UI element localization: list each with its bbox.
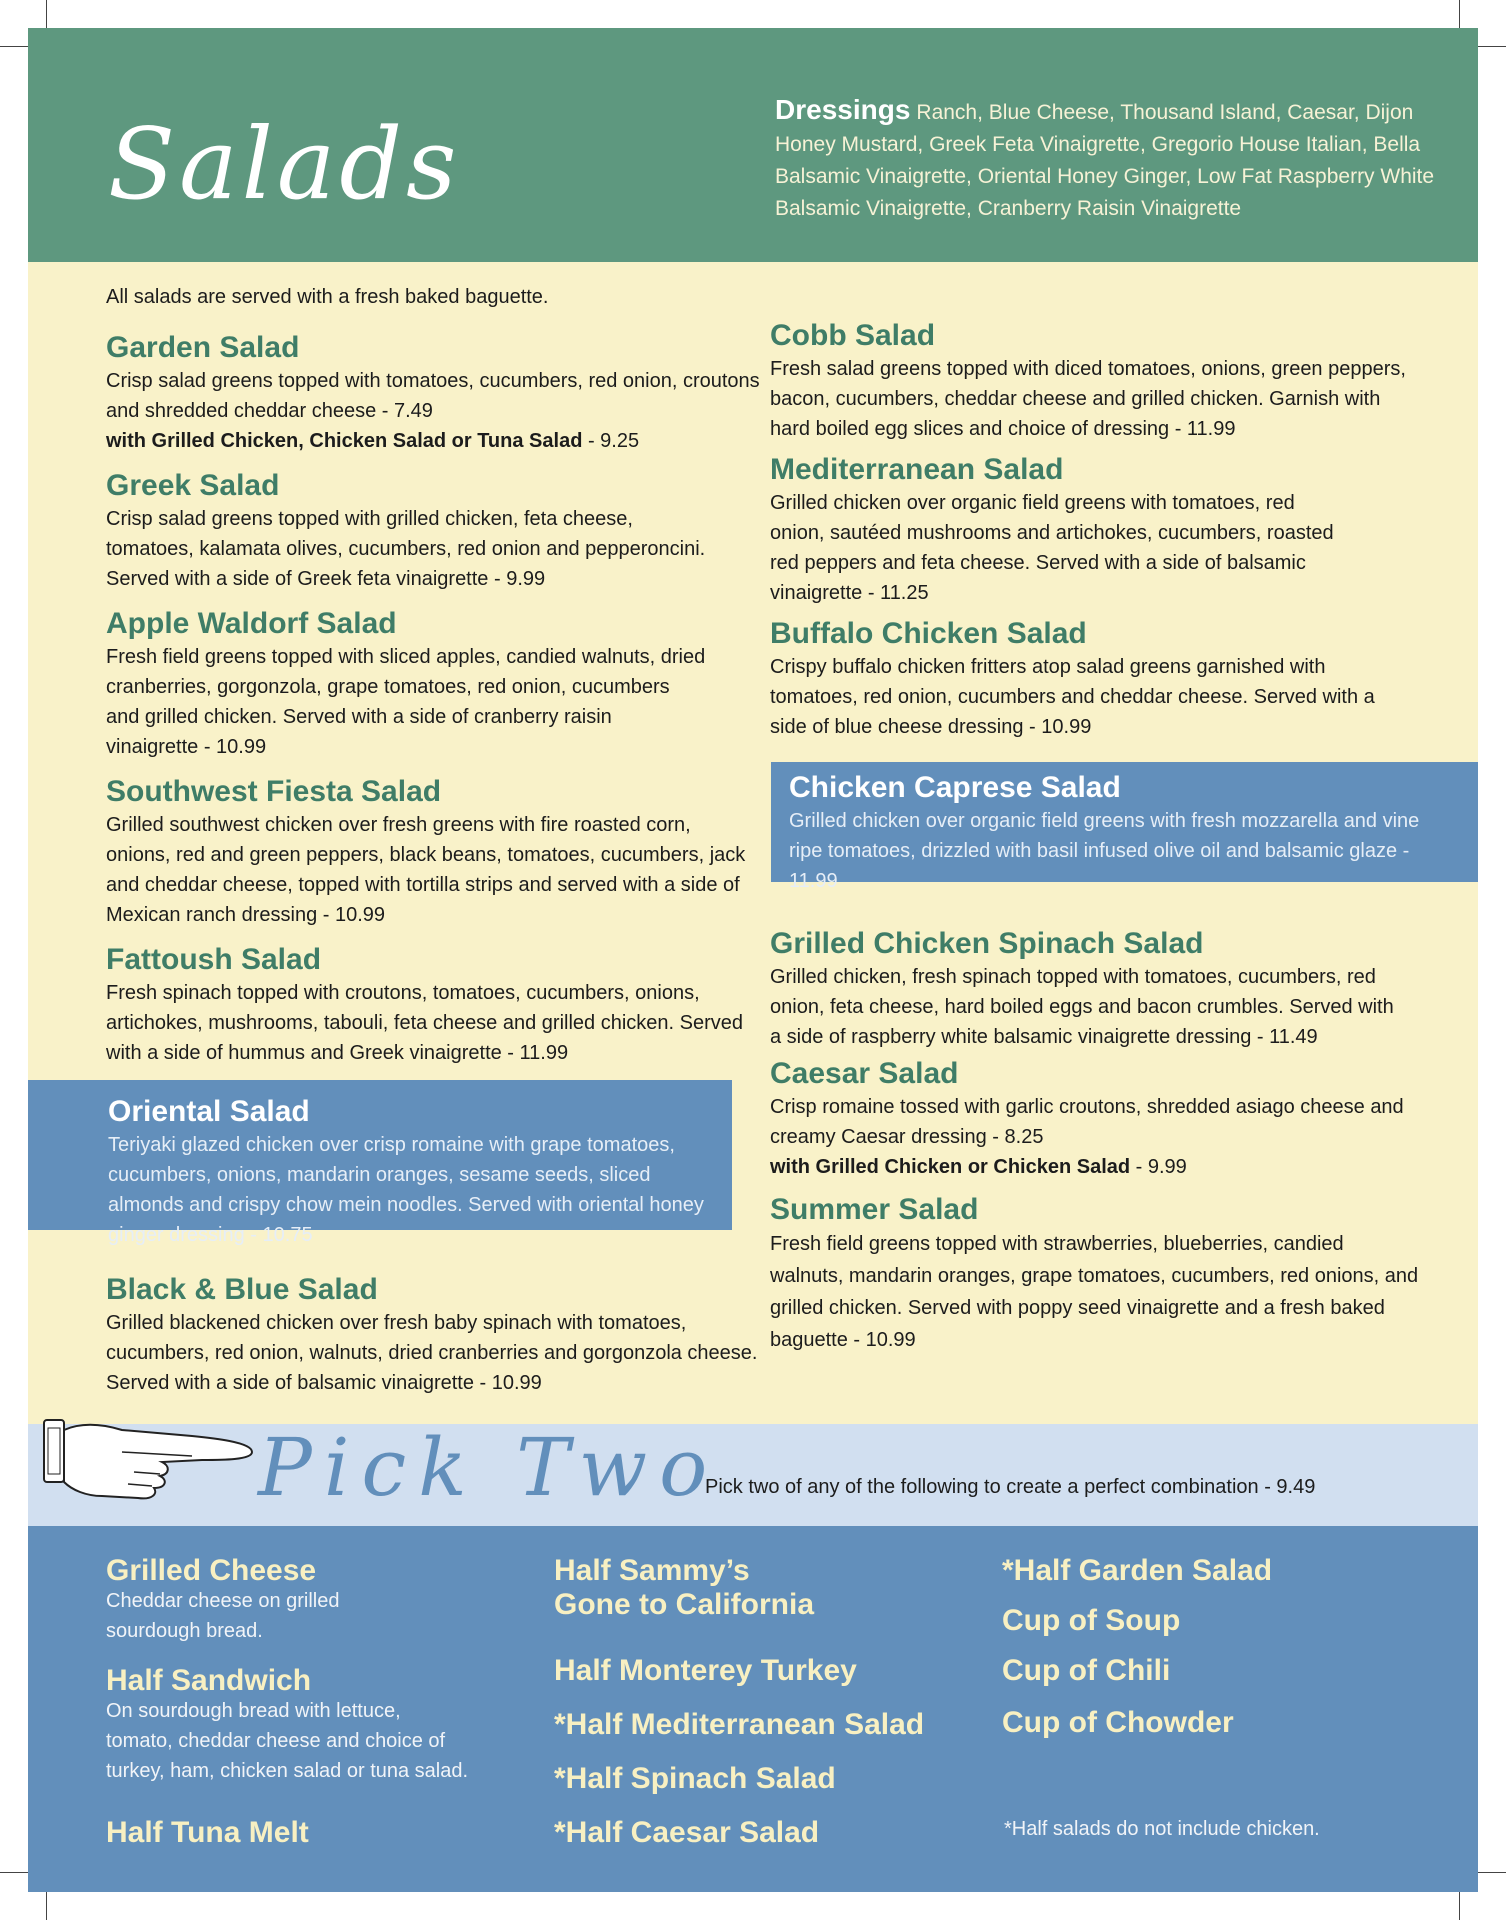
item-name: Fattoush Salad [106, 943, 322, 976]
item-desc: Teriyaki glazed chicken over crisp romaine with grape tomatoes, cucumbers, onions, mandarin oranges, sesame seeds, sliced almonds and crispy chow mein noodles. Served with oriental honey ginger dressing - 10.75 [108, 1134, 704, 1246]
menu-item [770, 1056, 1442, 1182]
item-name: Grilled Chicken Spinach Salad [770, 927, 1204, 960]
option-half-sammys: Half Sammy’s [554, 1554, 750, 1587]
option-cup-of-chili: Cup of Chili [1002, 1654, 1171, 1687]
item-name: Oriental Salad [108, 1095, 310, 1128]
item-desc: Grilled southwest chicken over fresh greens with fire roasted corn, onions, red and green peppers, black beans, tomatoes, cucumbers, jack and cheddar cheese, topped with tortilla strips and served with a side of Mexican ranch dressing - 10.99 [106, 814, 746, 926]
menu-item [770, 1192, 1442, 1356]
option-half-mediterranean-salad: *Half Mediterranean Salad [554, 1708, 925, 1741]
item-desc: Fresh salad greens topped with diced tomatoes, onions, green peppers, bacon, cucumbers, cheddar cheese and grilled chicken. Garnish with hard boiled egg slices and choice of dressing - 11.99 [770, 358, 1406, 440]
right-column-lower [770, 926, 1442, 1356]
item-desc: Grilled chicken over organic field greens with fresh mozzarella and vine ripe tomatoes, drizzled with basil infused olive oil and balsamic glaze - 11.99 [789, 810, 1420, 892]
half-salad-footnote: *Half salads do not include chicken. [1004, 1818, 1320, 1840]
oriental-box [28, 1080, 732, 1246]
addon-label: with Grilled Chicken, Chicken Salad or Tuna Salad [106, 430, 583, 452]
pick-two-title: Pick Two [258, 1421, 720, 1514]
item-name: Garden Salad [106, 331, 300, 364]
crop-mark [0, 1872, 28, 1873]
menu-item [106, 606, 770, 762]
dressings-text: Ranch, Blue Cheese, Thousand Island, Caesar, Dijon Honey Mustard, Greek Feta Vinaigrette, Gregorio House Italian, Bella Balsamic Vinaigrette, Oriental Honey Ginger, Low Fat Raspberry White Balsamic Vinaigrette, Cranberry Raisin Vinaigrette [775, 101, 1435, 220]
option-half-caesar-salad: *Half Caesar Salad [554, 1816, 820, 1849]
option-grilled-cheese: Grilled Cheese [106, 1554, 317, 1587]
menu-item [106, 942, 770, 1068]
menu-item [106, 330, 770, 456]
menu-item [770, 452, 1450, 608]
item-name: Buffalo Chicken Salad [770, 617, 1087, 650]
option-desc: Cheddar cheese on grilled [106, 1590, 340, 1612]
item-desc: Grilled chicken, fresh spinach topped with tomatoes, cucumbers, red onion, feta cheese, hard boiled eggs and bacon crumbles. Served with a side of raspberry white balsamic vinaigrette dressing - 11.49 [770, 966, 1394, 1048]
pick-two-options [28, 1526, 1478, 1892]
option-desc: tomato, cheddar cheese and choice of [106, 1730, 446, 1752]
menu-item [789, 770, 1429, 896]
item-desc: Grilled blackened chicken over fresh baby spinach with tomatoes, cucumbers, red onion, walnuts, dried cranberries and gorgonzola cheese. Served with a side of balsamic vinaigrette - 10.99 [106, 1312, 758, 1394]
item-desc: Fresh field greens topped with sliced apples, candied walnuts, dried cranberries, gorgonzola, grape tomatoes, red onion, cucumbers and grilled chicken. Served with a side of cranberry raisin vinaigrette - 10.99 [106, 646, 706, 758]
addon-price: - 9.25 [582, 430, 640, 452]
item-name: Summer Salad [770, 1193, 979, 1226]
caprese-box [771, 762, 1478, 892]
option-cup-of-chowder: Cup of Chowder [1002, 1706, 1234, 1739]
item-addon [770, 1152, 1442, 1182]
menu-item [770, 616, 1450, 742]
addon-price: - 9.99 [1130, 1156, 1187, 1178]
item-desc: Grilled chicken over organic field greens with tomatoes, red onion, sautéed mushrooms and artichokes, cucumbers, roasted red peppers and feta cheese. Served with a side of balsamic vinaigrette - 11.25 [770, 492, 1334, 604]
menu-item [106, 1272, 770, 1398]
addon-label: with Grilled Chicken or Chicken Salad [770, 1156, 1131, 1178]
item-desc: Crisp romaine tossed with garlic croutons, shredded asiago cheese and creamy Caesar dressing - 8.25 [770, 1096, 1404, 1148]
option-half-spinach-salad: *Half Spinach Salad [554, 1762, 836, 1795]
menu-item [770, 318, 1450, 444]
option-cup-of-soup: Cup of Soup [1002, 1604, 1181, 1637]
menu-item [108, 1094, 708, 1250]
crop-mark [1478, 1872, 1506, 1873]
crop-mark [1459, 1892, 1460, 1920]
option-desc: On sourdough bread with lettuce, [106, 1700, 401, 1722]
menu-item-inner [106, 1272, 770, 1398]
item-desc: Crisp salad greens topped with tomatoes, cucumbers, red onion, croutons and shredded cheddar cheese - 7.49 [106, 370, 760, 422]
item-desc: Fresh field greens topped with strawberries, blueberries, candied walnuts, mandarin oranges, grape tomatoes, cucumbers, red onions, and grilled chicken. Served with poppy seed vinaigrette and a fresh baked baguette - 10.99 [770, 1233, 1419, 1351]
item-name: Cobb Salad [770, 319, 936, 352]
item-name: Caesar Salad [770, 1057, 959, 1090]
item-desc: Crisp salad greens topped with grilled chicken, feta cheese, tomatoes, kalamata olives, cucumbers, red onion and pepperoncini. Served with a side of Greek feta vinaigrette - 9.99 [106, 508, 706, 590]
dressings-label: Dressings [775, 94, 911, 125]
header-band [28, 28, 1478, 262]
option-half-sammys-2: Gone to California [554, 1588, 815, 1621]
option-desc: turkey, ham, chicken salad or tuna salad. [106, 1760, 469, 1782]
menu-item [106, 468, 770, 594]
item-desc: Crispy buffalo chicken fritters atop salad greens garnished with tomatoes, red onion, cucumbers and cheddar cheese. Served with a side of blue cheese dressing - 10.99 [770, 656, 1375, 738]
pointing-hand-icon [42, 1412, 262, 1502]
menu-item [106, 774, 770, 930]
item-name: Mediterranean Salad [770, 453, 1064, 486]
left-column [106, 330, 770, 1068]
option-half-monterey-turkey: Half Monterey Turkey [554, 1654, 857, 1687]
item-addon [106, 426, 770, 456]
item-name: Apple Waldorf Salad [106, 607, 397, 640]
crop-mark [46, 0, 47, 28]
menu-item [770, 926, 1442, 1052]
item-name: Southwest Fiesta Salad [106, 775, 442, 808]
item-name: Black & Blue Salad [106, 1273, 378, 1306]
item-name: Greek Salad [106, 469, 280, 502]
page-title: Salads [108, 108, 461, 222]
crop-mark [1478, 46, 1506, 47]
option-half-garden-salad: *Half Garden Salad [1002, 1554, 1273, 1587]
pick-two-note: Pick two of any of the following to create a perfect combination - 9.49 [705, 1476, 1316, 1498]
option-half-tuna-melt: Half Tuna Melt [106, 1816, 309, 1849]
crop-mark [46, 1892, 47, 1920]
option-desc: sourdough bread. [106, 1620, 263, 1642]
dressings-list [775, 94, 1465, 225]
item-name: Chicken Caprese Salad [789, 771, 1121, 804]
crop-mark [1459, 0, 1460, 28]
intro-text: All salads are served with a fresh baked baguette. [106, 286, 549, 308]
menu-page [28, 28, 1478, 1892]
right-column [770, 318, 1450, 742]
item-desc: Fresh spinach topped with croutons, tomatoes, cucumbers, onions, artichokes, mushrooms, tabouli, feta cheese and grilled chicken. Served with a side of hummus and Greek vinaigrette - 11.99 [106, 982, 744, 1064]
crop-mark [0, 46, 28, 47]
option-half-sandwich: Half Sandwich [106, 1664, 312, 1697]
